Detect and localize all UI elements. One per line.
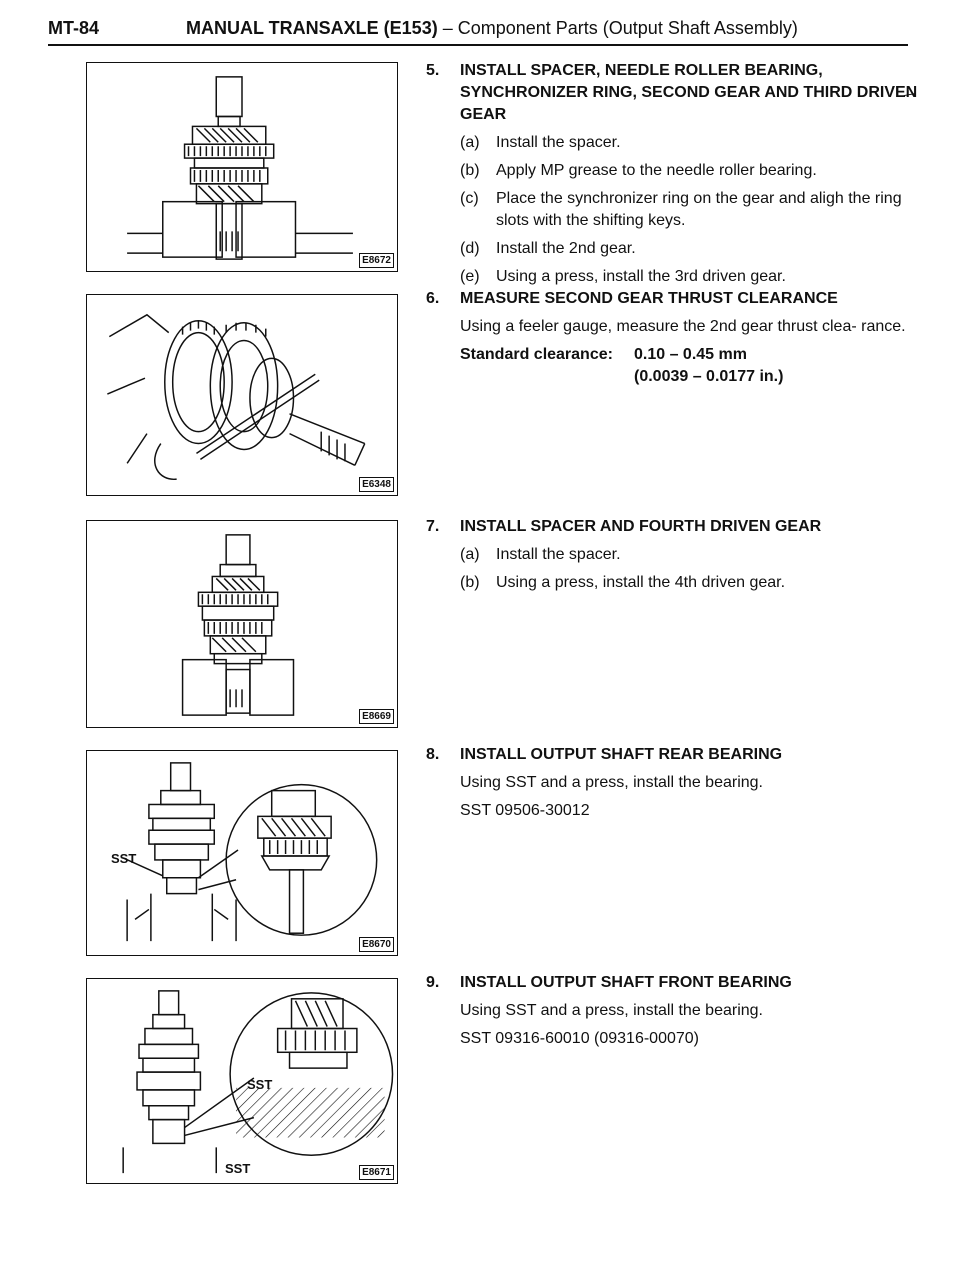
press-fourth-gear-illustration: [87, 521, 397, 727]
section-number: 9.: [426, 974, 440, 991]
section-9: [426, 972, 918, 1056]
section-text: Using SST and a press, install the bearing.: [460, 774, 763, 791]
step-text: Install the spacer.: [496, 134, 621, 151]
step-label: (a): [460, 134, 480, 151]
section-title: MEASURE SECOND GEAR THRUST CLEARANCE: [460, 290, 838, 307]
section-heading: [426, 60, 918, 126]
section-title: INSTALL SPACER AND FOURTH DRIVEN GEAR: [460, 518, 822, 535]
standard-clearance: [426, 344, 918, 388]
section-heading: [426, 288, 918, 310]
section-heading: [426, 516, 918, 538]
feeler-gauge-illustration: [87, 295, 397, 495]
figure-code: E8671: [359, 1165, 394, 1180]
step-text: Apply MP grease to the needle roller bearing.: [496, 162, 817, 179]
figure-front-bearing: [86, 978, 398, 1184]
section-number: 8.: [426, 746, 440, 763]
step-item: [426, 238, 918, 260]
step-text: Using a press, install the 4th driven gear.: [496, 574, 786, 591]
section-title: INSTALL SPACER, NEEDLE ROLLER BEARING, SYNCHRONIZER RING, SECOND GEAR AND THIRD DRIVEN GEAR: [460, 62, 918, 123]
figure-rear-bearing: [86, 750, 398, 956]
section-number: 5.: [426, 62, 440, 79]
section-5: [426, 60, 918, 294]
sst-label-upper: SST: [247, 1077, 273, 1092]
section-8: [426, 744, 918, 828]
section-6: [426, 288, 918, 388]
step-text: Install the 2nd gear.: [496, 240, 636, 257]
page-header: [48, 14, 908, 46]
section-heading: [426, 744, 918, 766]
page-title: [186, 18, 798, 39]
figure-code: E8669: [359, 709, 394, 724]
step-label: (a): [460, 546, 480, 563]
section-number: 7.: [426, 518, 440, 535]
figure-code: E8672: [359, 253, 394, 268]
figure-code: E8670: [359, 937, 394, 952]
page-number: MT-84: [48, 18, 100, 38]
step-text: Install the spacer.: [496, 546, 621, 563]
standard-clearance-mm: 0.10 – 0.45 mm: [634, 346, 747, 363]
standard-clearance-in: (0.0039 – 0.0177 in.): [634, 368, 784, 385]
section-text: Using a feeler gauge, measure the 2nd gear thrust clea- rance.: [460, 318, 906, 335]
sst-label-lower: SST: [225, 1161, 251, 1176]
sst-label: SST: [111, 851, 137, 866]
sst-number: SST 09316-60010 (09316-00070): [460, 1030, 699, 1047]
step-item: [426, 132, 918, 154]
step-label: (b): [460, 574, 480, 591]
front-bearing-illustration: [87, 979, 397, 1183]
sst-number: SST 09506-30012: [460, 802, 590, 819]
section-7: [426, 516, 918, 600]
step-label: (c): [460, 190, 479, 207]
standard-clearance-label: Standard clearance:: [460, 346, 613, 363]
figure-press-third-gear: [86, 62, 398, 272]
step-label: (e): [460, 268, 480, 285]
step-text: Using a press, install the 3rd driven gear.: [496, 268, 786, 285]
step-label: (b): [460, 162, 480, 179]
page-title-rest: – Component Parts (Output Shaft Assembly): [437, 18, 798, 38]
section-title: INSTALL OUTPUT SHAFT REAR BEARING: [460, 746, 783, 763]
step-item: [426, 188, 918, 232]
step-item: [426, 572, 918, 594]
section-number: 6.: [426, 290, 440, 307]
page-title-bold: MANUAL TRANSAXLE (E153): [186, 18, 438, 38]
section-heading: [426, 972, 918, 994]
step-text: Place the synchronizer ring on the gear and aligh the ring slots with the shifting keys.: [496, 190, 902, 229]
press-gear-illustration: [87, 63, 397, 271]
figure-code: E6348: [359, 477, 394, 492]
figure-feeler-gauge: [86, 294, 398, 496]
step-item: [426, 266, 918, 288]
figure-press-fourth-gear: [86, 520, 398, 728]
step-item: [426, 160, 918, 182]
step-label: (d): [460, 240, 480, 257]
section-text: Using SST and a press, install the bearing.: [460, 1002, 763, 1019]
step-item: [426, 544, 918, 566]
section-title: INSTALL OUTPUT SHAFT FRONT BEARING: [460, 974, 792, 991]
